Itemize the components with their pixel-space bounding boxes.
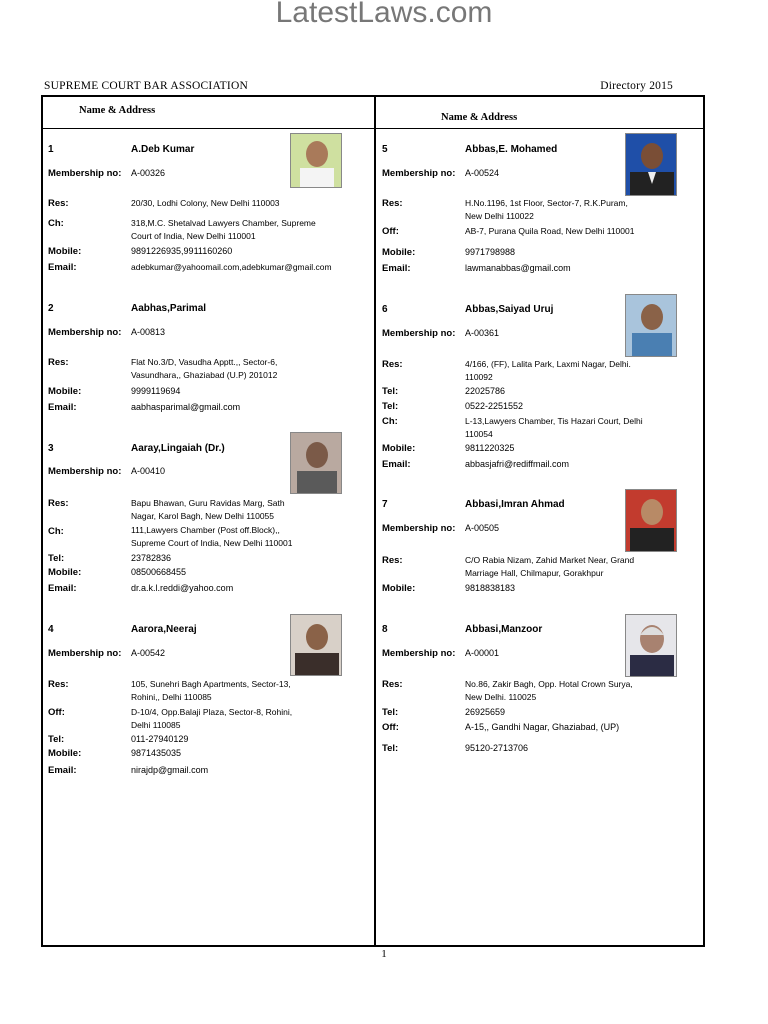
email-label: Email: bbox=[382, 263, 411, 274]
mobile-label: Mobile: bbox=[48, 748, 82, 759]
page-number: 1 bbox=[381, 948, 387, 960]
mobile-number: 9999119694 bbox=[131, 386, 181, 396]
tel-number: 23782836 bbox=[131, 553, 172, 563]
tel-label: Tel: bbox=[382, 401, 399, 412]
entry-number: 2 bbox=[48, 303, 54, 314]
res-address: C/O Rabia Nizam, Zahid Market Near, Grand Marriage Hall, Chilmapur, Gorakhpur bbox=[465, 555, 635, 578]
entry-number: 3 bbox=[48, 443, 54, 454]
ch-label: Ch: bbox=[382, 416, 398, 427]
member-name: Abbas,Saiyad Uruj bbox=[465, 304, 554, 315]
membership-number: A-00001 bbox=[465, 648, 500, 658]
member-name: Aarora,Neeraj bbox=[131, 624, 197, 635]
res-address: Flat No.3/D, Vasudha Apptt.,, Sector-6, Vasundhara,, Ghaziabad (U.P) 201012 bbox=[131, 357, 278, 380]
res-label: Res: bbox=[48, 198, 69, 209]
email-label: Email: bbox=[382, 459, 411, 470]
ch-label: Ch: bbox=[48, 218, 64, 229]
entry-number: 6 bbox=[382, 304, 388, 315]
member-name: A.Deb Kumar bbox=[131, 144, 195, 155]
member-name: Abbasi,Imran Ahmad bbox=[465, 499, 565, 510]
tel-label: Tel: bbox=[382, 707, 399, 718]
right-column-header-label: Name & Address bbox=[441, 112, 518, 123]
tel-label: Tel: bbox=[382, 743, 399, 754]
email-address[interactable]: adebkumar@yahoomail.com,adebkumar@gmail.com bbox=[131, 262, 332, 272]
membership-number: A-00505 bbox=[465, 523, 500, 533]
tel-number: 011-27940129 bbox=[131, 734, 189, 744]
membership-number: A-00326 bbox=[131, 168, 166, 178]
membership-number: A-00542 bbox=[131, 648, 166, 658]
office-address: AB-7, Purana Quila Road, New Delhi 110001 bbox=[465, 226, 635, 236]
tel-label: Tel: bbox=[48, 734, 65, 745]
off-label: Off: bbox=[382, 226, 399, 237]
res-address: 20/30, Lodhi Colony, New Delhi 110003 bbox=[131, 198, 280, 208]
chamber-address: L-13,Lawyers Chamber, Tis Hazari Court, Delhi 110054 bbox=[465, 416, 643, 439]
member-photo bbox=[290, 133, 342, 188]
mobile-number: 9818838183 bbox=[465, 583, 516, 593]
member-photo bbox=[290, 432, 342, 494]
membership-label: Membership no: bbox=[48, 327, 122, 338]
membership-label: Membership no: bbox=[48, 466, 122, 477]
left-column-header-label: Name & Address bbox=[79, 105, 156, 116]
tel-number: 0522-2251552 bbox=[465, 401, 524, 411]
membership-label: Membership no: bbox=[48, 648, 122, 659]
res-address: Bapu Bhawan, Guru Ravidas Marg, Sath Nagar, Karol Bagh, New Delhi 110055 bbox=[131, 498, 285, 521]
mobile-label: Mobile: bbox=[48, 567, 82, 578]
res-address: 105, Sunehri Bagh Apartments, Sector-13, Rohini,, Delhi 110085 bbox=[131, 679, 291, 702]
email-label: Email: bbox=[48, 402, 77, 413]
res-address: H.No.1196, 1st Floor, Sector-7, R.K.Puram, New Delhi 110022 bbox=[465, 198, 628, 221]
mobile-label: Mobile: bbox=[382, 583, 416, 594]
res-label: Res: bbox=[48, 357, 69, 368]
member-photo bbox=[290, 614, 342, 676]
email-address[interactable]: abbasjafri@rediffmail.com bbox=[465, 459, 570, 469]
membership-label: Membership no: bbox=[382, 328, 456, 339]
mobile-number: 9871435035 bbox=[131, 748, 182, 758]
right-column-header bbox=[376, 97, 703, 129]
res-address: No.86, Zakir Bagh, Opp. Hotal Crown Surya, New Delhi. 110025 bbox=[465, 679, 633, 702]
res-label: Res: bbox=[382, 359, 403, 370]
res-label: Res: bbox=[382, 555, 403, 566]
chamber-address: 111,Lawyers Chamber (Post off.Block),, Supreme Court of India, New Delhi 110001 bbox=[131, 525, 293, 548]
res-address: 4/166, (FF), Lalita Park, Laxmi Nagar, Delhi. 110092 bbox=[465, 359, 631, 382]
membership-label: Membership no: bbox=[382, 648, 456, 659]
mobile-number: 9971798988 bbox=[465, 247, 516, 257]
chamber-address: 318,M.C. Shetalvad Lawyers Chamber, Supreme Court of India, New Delhi 110001 bbox=[131, 218, 316, 241]
email-label: Email: bbox=[48, 262, 77, 273]
res-label: Res: bbox=[382, 198, 403, 209]
res-label: Res: bbox=[48, 498, 69, 509]
mobile-label: Mobile: bbox=[382, 443, 416, 454]
email-label: Email: bbox=[48, 583, 77, 594]
tel-label: Tel: bbox=[48, 553, 65, 564]
entry-number: 7 bbox=[382, 499, 388, 510]
member-name: Abbas,E. Mohamed bbox=[465, 144, 558, 155]
email-address[interactable]: dr.a.k.l.reddi@yahoo.com bbox=[131, 583, 234, 593]
membership-number: A-00813 bbox=[131, 327, 166, 337]
email-label: Email: bbox=[48, 765, 77, 776]
member-photo bbox=[625, 294, 677, 357]
membership-number: A-00361 bbox=[465, 328, 500, 338]
member-photo bbox=[625, 133, 677, 196]
mobile-number: 9891226935,9911160260 bbox=[131, 246, 233, 256]
membership-label: Membership no: bbox=[382, 523, 456, 534]
mobile-label: Mobile: bbox=[382, 247, 416, 258]
mobile-number: 08500668455 bbox=[131, 567, 187, 577]
office-address: A-15,, Gandhi Nagar, Ghaziabad, (UP) bbox=[465, 722, 620, 732]
entry-number: 1 bbox=[48, 144, 54, 155]
left-column-header bbox=[43, 97, 374, 129]
entry-number: 4 bbox=[48, 624, 54, 635]
membership-number: A-00410 bbox=[131, 466, 166, 476]
entry-number: 5 bbox=[382, 144, 388, 155]
email-address[interactable]: lawmanabbas@gmail.com bbox=[465, 263, 571, 273]
mobile-number: 9811220325 bbox=[465, 443, 515, 453]
column-divider bbox=[374, 97, 376, 945]
tel-number: 26925659 bbox=[465, 707, 506, 717]
entry-number: 8 bbox=[382, 624, 388, 635]
tel-label: Tel: bbox=[382, 386, 399, 397]
off-label: Off: bbox=[48, 707, 65, 718]
membership-number: A-00524 bbox=[465, 168, 500, 178]
member-name: Aaray,Lingaiah (Dr.) bbox=[131, 443, 225, 454]
res-label: Res: bbox=[48, 679, 69, 690]
off-label: Off: bbox=[382, 722, 399, 733]
mobile-label: Mobile: bbox=[48, 246, 82, 257]
membership-label: Membership no: bbox=[382, 168, 456, 179]
ch-label: Ch: bbox=[48, 526, 64, 537]
membership-label: Membership no: bbox=[48, 168, 122, 179]
res-label: Res: bbox=[382, 679, 403, 690]
mobile-label: Mobile: bbox=[48, 386, 82, 397]
organization-title: SUPREME COURT BAR ASSOCIATION bbox=[44, 80, 248, 92]
tel-number: 95120-2713706 bbox=[465, 743, 529, 753]
member-name: Abbasi,Manzoor bbox=[465, 624, 543, 635]
member-name: Aabhas,Parimal bbox=[131, 303, 207, 314]
member-photo bbox=[625, 489, 677, 552]
email-address[interactable]: nirajdp@gmail.com bbox=[131, 765, 209, 775]
office-address: D-10/4, Opp.Balaji Plaza, Sector-8, Rohini, Delhi 110085 bbox=[131, 707, 293, 730]
watermark-text: LatestLaws.com bbox=[275, 0, 493, 29]
email-address[interactable]: aabhasparimal@gmail.com bbox=[131, 402, 241, 412]
tel-number: 22025786 bbox=[465, 386, 506, 396]
directory-title: Directory 2015 bbox=[600, 80, 673, 92]
member-photo bbox=[625, 614, 677, 677]
